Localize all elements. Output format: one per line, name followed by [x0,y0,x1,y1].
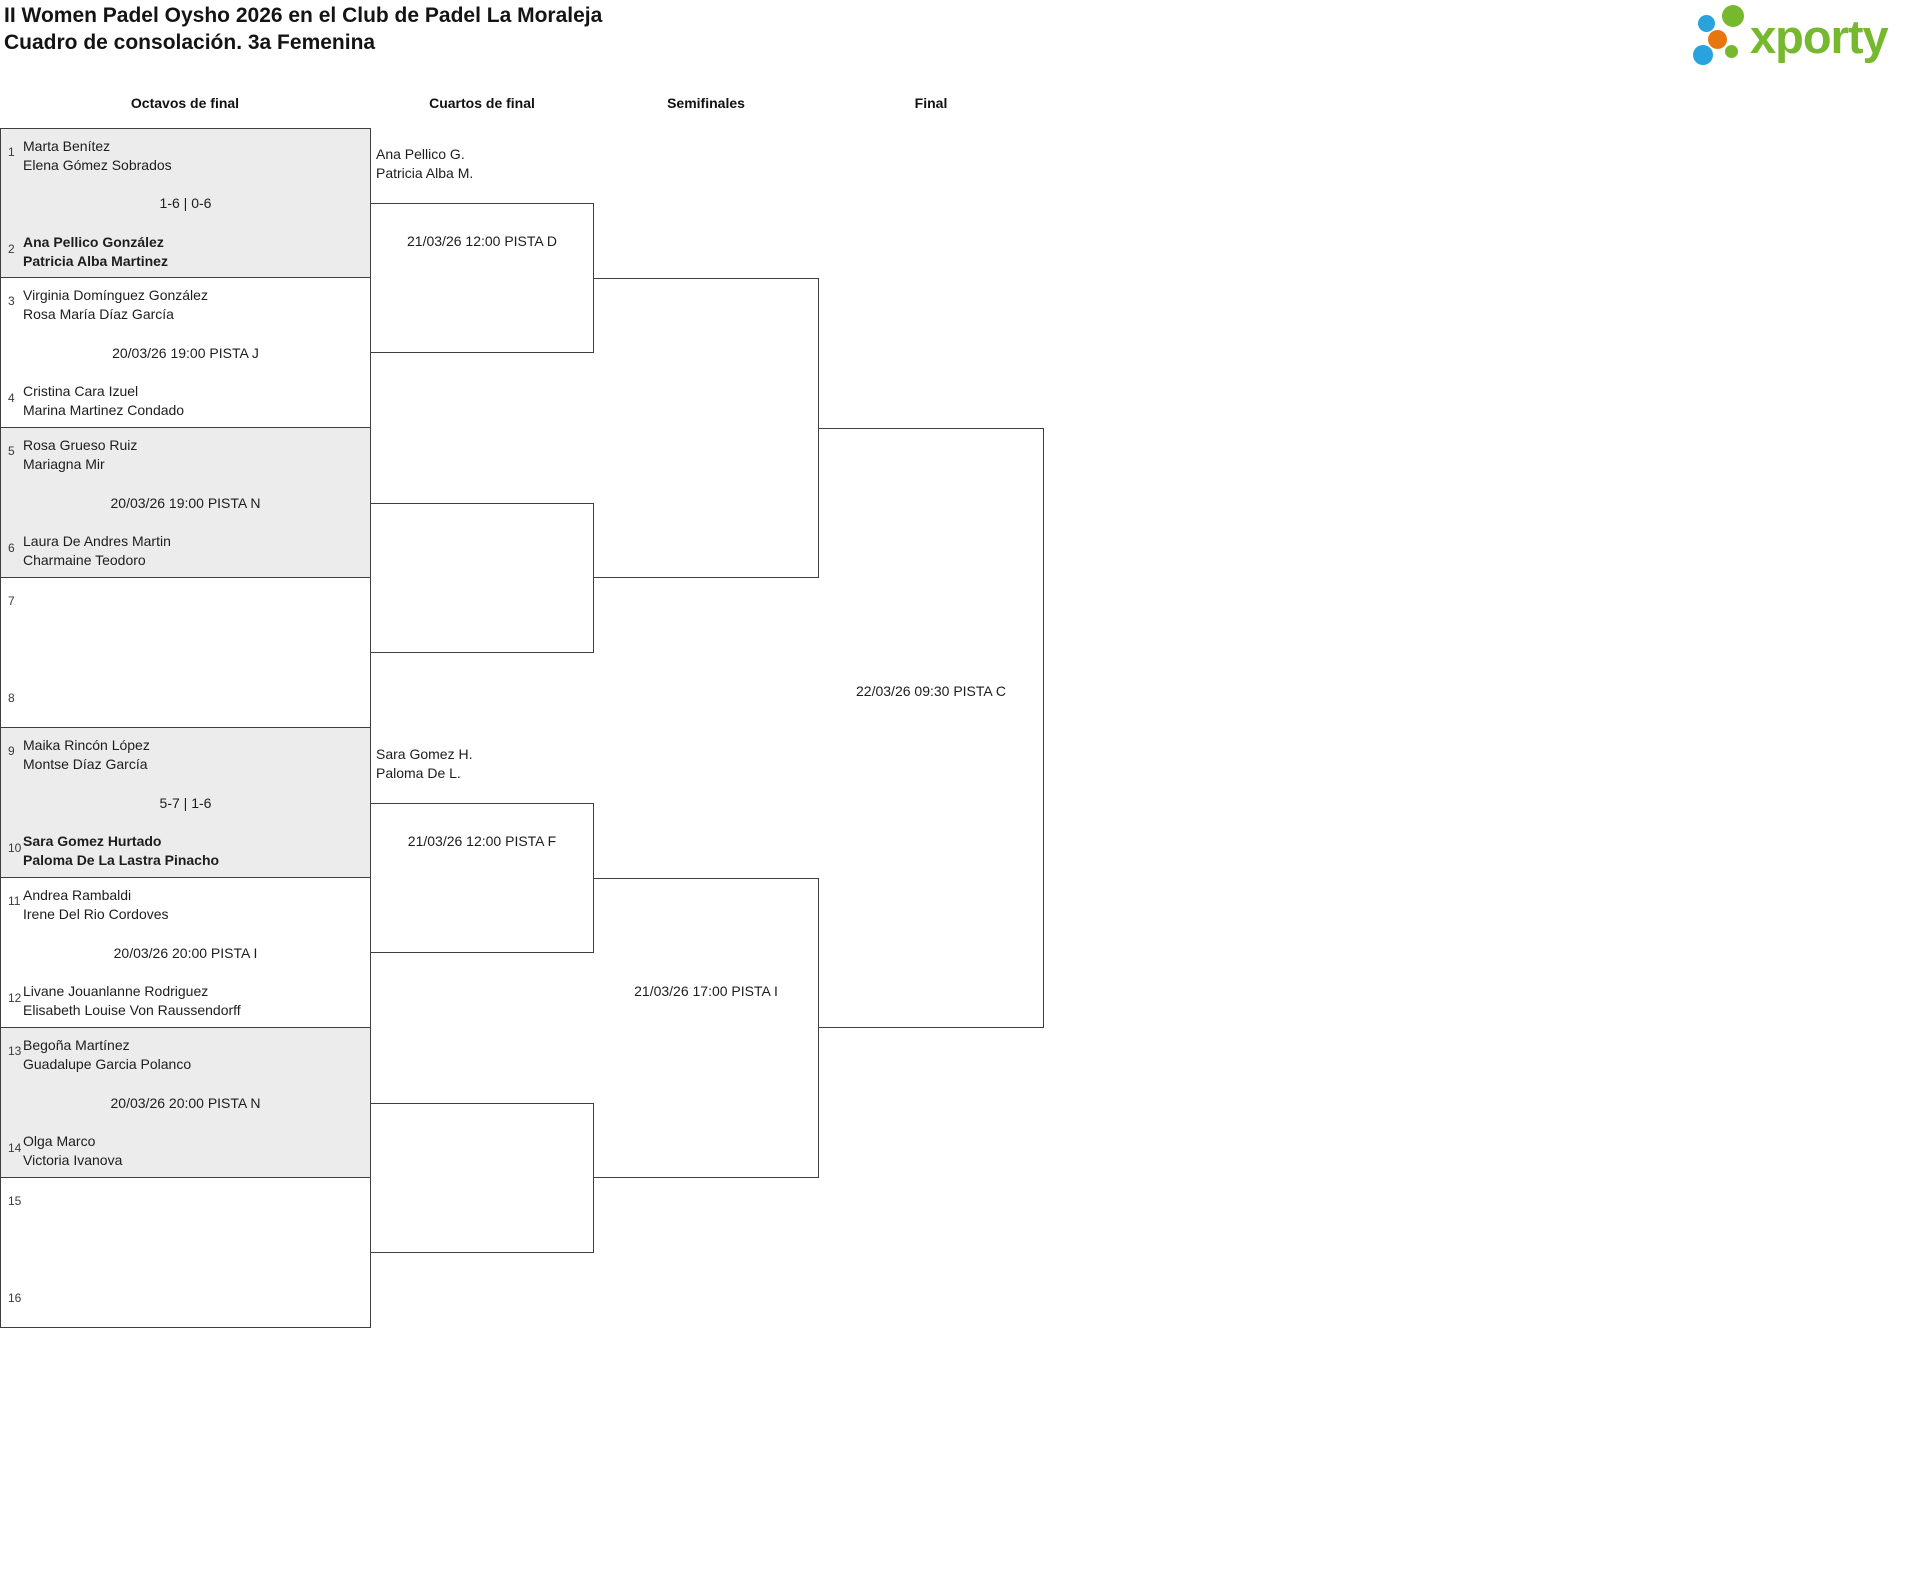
player-name: Marta Benítez [23,138,111,154]
player-name: Laura De Andres Martin [23,533,171,549]
seed-number: 10 [8,841,22,855]
round-header-final: Final [914,95,948,111]
player-name: Olga Marco [23,1133,96,1149]
seed-number: 1 [8,145,15,159]
player-name: Cristina Cara Izuel [23,383,139,399]
player-name: Virginia Domínguez González [23,287,208,303]
match-box[interactable] [0,578,371,728]
logo-dot-icon [1722,5,1744,27]
team-names [23,532,364,570]
player-name: Patricia Alba Martinez [23,253,168,269]
seed-number: 5 [8,444,15,458]
xporty-logo[interactable] [1690,0,1920,70]
player-name: Mariagna Mir [23,456,105,472]
seed-number: 6 [8,541,15,555]
player-name: Rosa Grueso Ruiz [23,437,138,453]
team-names [23,982,364,1020]
player-name: Andrea Rambaldi [23,887,132,903]
player-name: Ana Pellico G. [376,146,465,162]
match-info: 20/03/26 20:00 PISTA N [110,1094,261,1111]
match-box[interactable] [594,878,819,1178]
seed-number: 11 [8,894,21,908]
match-info: 20/03/26 19:00 PISTA J [112,344,259,361]
match-schedule: 21/03/26 17:00 PISTA I [634,983,778,999]
match-box[interactable] [0,428,371,578]
logo-dot-icon [1708,30,1727,49]
player-name: Charmaine Teodoro [23,552,146,568]
round-header-cuartos: Cuartos de final [429,95,535,111]
player-name: Guadalupe Garcia Polanco [23,1056,192,1072]
match-box[interactable] [0,1028,371,1178]
player-name: Paloma De La Lastra Pinacho [23,852,220,868]
match-box[interactable] [371,1103,594,1253]
match-box[interactable] [371,203,594,353]
team-names [23,832,364,870]
bracket-subtitle: Cuadro de consolación. 3a Femenina [4,31,376,54]
player-name: Marina Martinez Condado [23,402,185,418]
match-info: 20/03/26 20:00 PISTA I [113,944,258,961]
player-name: Patricia Alba M. [376,165,474,181]
match-box[interactable] [0,128,371,278]
player-name: Montse Díaz García [23,756,148,772]
team-names [23,1036,364,1074]
player-name: Rosa María Díaz García [23,306,174,322]
advancing-team [376,745,591,783]
match-box[interactable] [371,803,594,953]
seed-number: 3 [8,294,15,308]
match-box[interactable] [0,878,371,1028]
seed-number: 4 [8,391,15,405]
team-names [23,137,364,175]
seed-number: 9 [8,744,15,758]
match-box[interactable] [0,1178,371,1328]
player-name: Elisabeth Louise Von Raussendorff [23,1002,241,1018]
seed-number: 7 [8,594,15,608]
round-header-octavos: Octavos de final [130,95,240,111]
player-name: Livane Jouanlanne Rodriguez [23,983,209,999]
logo-dot-icon [1698,15,1715,32]
player-name: Sara Gomez Hurtado [23,833,162,849]
team-names [23,886,364,924]
match-schedule: 21/03/26 12:00 PISTA F [407,833,557,849]
match-box[interactable] [819,428,1044,1028]
match-schedule: 21/03/26 12:00 PISTA D [407,233,557,249]
team-names [23,382,364,420]
match-box[interactable] [0,278,371,428]
seed-number: 13 [8,1044,22,1058]
player-name: Sara Gomez H. [376,746,473,762]
seed-number: 15 [8,1194,22,1208]
logo-wordmark: xporty [1750,10,1888,63]
player-name: Maika Rincón López [23,737,150,753]
match-box[interactable] [0,728,371,878]
team-names [23,436,364,474]
match-info: 5-7 | 1-6 [159,794,212,811]
seed-number: 2 [8,242,15,256]
seed-number: 14 [8,1141,22,1155]
match-schedule: 22/03/26 09:30 PISTA C [856,683,1006,699]
team-names [23,1132,364,1170]
match-info: 20/03/26 19:00 PISTA N [110,494,261,511]
seed-number: 16 [8,1291,22,1305]
match-info: 1-6 | 0-6 [159,195,212,211]
seed-number: 8 [8,691,15,705]
player-name: Ana Pellico González [23,234,164,250]
tournament-title: II Women Padel Oysho 2026 en el Club de Padel La Moraleja [4,4,603,27]
logo-dot-icon [1693,45,1713,65]
player-name: Begoña Martínez [23,1037,130,1053]
round-header-semifinales: Semifinales [667,95,745,111]
seed-number: 12 [8,991,22,1005]
team-names [23,233,364,271]
team-names [23,736,364,774]
match-box[interactable] [594,278,819,578]
player-name: Paloma De L. [376,765,461,781]
player-name: Elena Gómez Sobrados [23,157,172,173]
advancing-team [376,145,591,183]
logo-dot-icon [1725,45,1738,58]
match-box[interactable] [371,503,594,653]
team-names [23,286,364,324]
player-name: Victoria Ivanova [23,1152,123,1168]
player-name: Irene Del Rio Cordoves [23,906,169,922]
